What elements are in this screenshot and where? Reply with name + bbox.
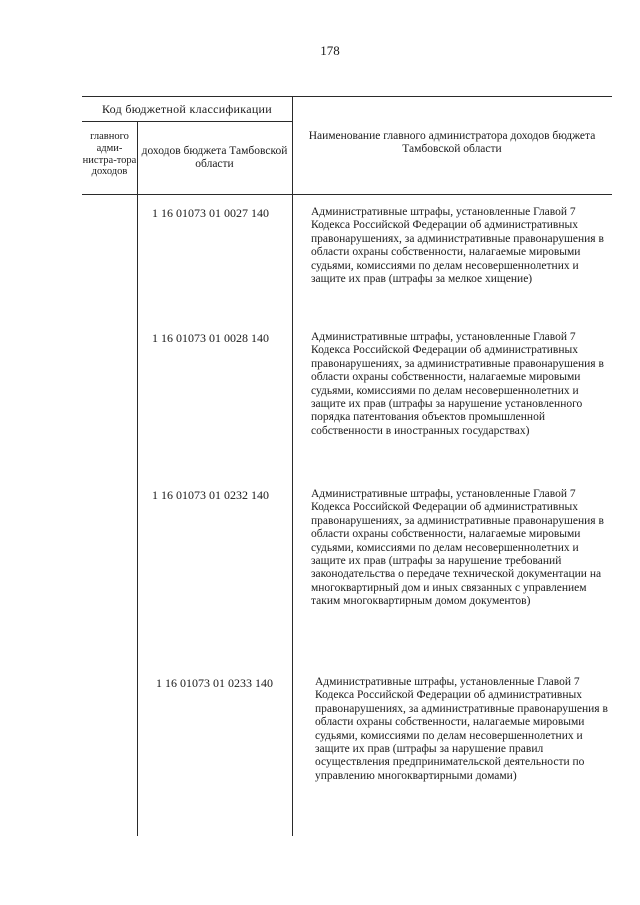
code-group-divider <box>82 121 292 122</box>
row-code: 1 16 01073 01 0028 140 <box>152 331 269 345</box>
row-description: Административные штрафы, установленные Главой 7 Кодекса Российской Федерации об административных правонарушениях, за административные правонарушения в области охраны собственности, налагаемые мировыми судьями, комиссиями по делам несовершеннолетних и защите их прав (штрафы за нарушение установленного порядка патентования объектов промышленной собственности в иностранных государствах) <box>311 331 604 437</box>
income-column-header: доходов бюджета Тамбовской области <box>141 145 288 170</box>
code-group-header: Код бюджетной классификации <box>101 102 273 116</box>
table-top-border <box>82 96 612 97</box>
page-number: 178 <box>320 43 340 58</box>
name-column-header: Наименование главного администратора доходов бюджета Тамбовской области <box>308 130 596 155</box>
row-code: 1 16 01073 01 0233 140 <box>156 676 273 690</box>
header-bottom-border <box>82 194 612 195</box>
row-code: 1 16 01073 01 0232 140 <box>152 488 269 502</box>
row-description: Административные штрафы, установленные Главой 7 Кодекса Российской Федерации об административных правонарушениях, за административные правонарушения в области охраны собственности, налагаемые мировыми судьями, комиссиями по делам несовершеннолетних и защите их прав (штрафы за мелкое хищение) <box>311 206 604 286</box>
row-description: Административные штрафы, установленные Главой 7 Кодекса Российской Федерации об административных правонарушениях, за административные правонарушения в области охраны собственности, налагаемые мировыми судьями, комиссиями по делам несовершеннолетних и защите их прав (штрафы за нарушение требований законодательства о передаче технической документации на многоквартирный дом и иных связанных с управлением таким многоквартирным домом документов) <box>311 488 604 608</box>
row-code: 1 16 01073 01 0027 140 <box>152 206 269 220</box>
column-divider-name <box>292 96 293 836</box>
admin-column-header: главного адми-нистра-тора доходов <box>82 131 137 178</box>
column-divider-admin <box>137 121 138 836</box>
row-description: Административные штрафы, установленные Главой 7 Кодекса Российской Федерации об административных правонарушениях, за административные правонарушения в области охраны собственности, налагаемые мировыми судьями, комиссиями по делам несовершеннолетних и защите их прав (штрафы за нарушение правил осуществления предпринимательской деятельности по управлению многоквартирными домами) <box>315 676 608 782</box>
budget-classification-table <box>82 96 612 836</box>
